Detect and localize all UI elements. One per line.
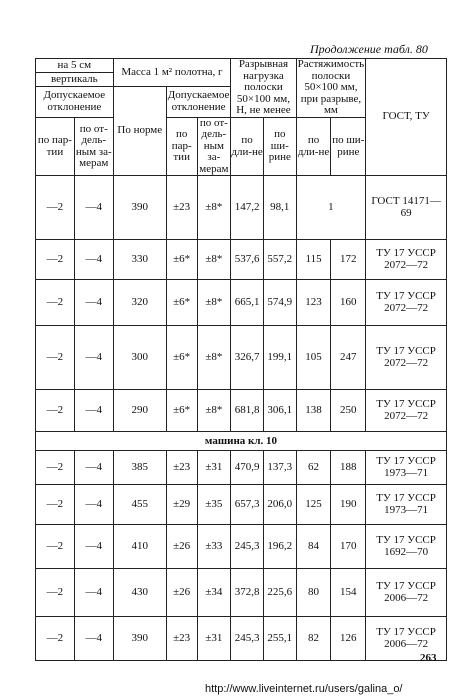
cell: —2 — [36, 280, 75, 326]
cell: —4 — [74, 280, 113, 326]
cell: ±26 — [166, 525, 197, 569]
table-row — [36, 451, 447, 485]
header-gost: ГОСТ, ТУ — [366, 59, 447, 176]
table-row — [36, 176, 447, 240]
cell: ±35 — [197, 485, 231, 525]
cell: 170 — [331, 525, 366, 569]
cell: 247 — [331, 326, 366, 390]
cell: 115 — [296, 240, 331, 280]
cell: —4 — [74, 617, 113, 661]
cell: ±31 — [197, 451, 231, 485]
cell: 255,1 — [263, 617, 296, 661]
source-url: http://www.liveinternet.ru/users/galina_o/ — [205, 683, 403, 695]
cell: ±8* — [197, 240, 231, 280]
cell: ±34 — [197, 569, 231, 617]
gost-cell: ТУ 17 УССР 2006—72 — [366, 617, 447, 661]
cell: 290 — [113, 390, 166, 432]
header-na5: на 5 см — [36, 59, 114, 73]
cell: 665,1 — [231, 280, 264, 326]
gost-cell: ГОСТ 14171—69 — [366, 176, 447, 240]
cell: 154 — [331, 569, 366, 617]
cell: 82 — [296, 617, 331, 661]
cell: —4 — [74, 176, 113, 240]
cell: 470,9 — [231, 451, 264, 485]
cell: 390 — [113, 617, 166, 661]
header-po-dline: по дли-не — [231, 117, 264, 176]
table-row — [36, 240, 447, 280]
data-table — [35, 58, 447, 661]
page-number: 263 — [420, 652, 437, 664]
cell: —2 — [36, 326, 75, 390]
cell: 160 — [331, 280, 366, 326]
cell: 681,8 — [231, 390, 264, 432]
cell: 199,1 — [263, 326, 296, 390]
cell: ±8* — [197, 390, 231, 432]
gost-cell: ТУ 17 УССР 2006—72 — [366, 569, 447, 617]
cell: 574,9 — [263, 280, 296, 326]
gost-cell: ТУ 17 УССР 1692—70 — [366, 525, 447, 569]
table-row — [36, 280, 447, 326]
header-dopusk1: Допускаемое отклонение — [36, 87, 114, 118]
header-po-otdel: по от-дель-ным за-мерам — [74, 117, 113, 176]
gost-cell: ТУ 17 УССР 2072—72 — [366, 326, 447, 390]
header-mass: Масса 1 м² полотна, г — [113, 59, 231, 87]
header-rastyazh: Растяжимость полоски 50×100 мм, при разрыве, мм — [297, 58, 365, 117]
cell: —2 — [36, 617, 75, 661]
gost-cell: ТУ 17 УССР 2072—72 — [366, 240, 447, 280]
cell: 390 — [113, 176, 166, 240]
cell: 196,2 — [263, 525, 296, 569]
cell: 455 — [113, 485, 166, 525]
cell: —2 — [36, 525, 75, 569]
cell: 125 — [296, 485, 331, 525]
section-band — [36, 432, 447, 451]
header-vertical: вертикаль — [36, 73, 114, 87]
cell: —2 — [36, 240, 75, 280]
cell: 245,3 — [231, 617, 264, 661]
header-razryv: Разрывная нагрузка полоски 50×100 мм, Н, не менее — [231, 59, 296, 118]
cell: 98,1 — [263, 176, 296, 240]
cell: ±29 — [166, 485, 197, 525]
cell: ±33 — [197, 525, 231, 569]
header-po-shirine2: по ши-рине — [331, 117, 366, 176]
cell: 225,6 — [263, 569, 296, 617]
cell: 557,2 — [263, 240, 296, 280]
cell: —4 — [74, 390, 113, 432]
cell: ±6* — [166, 240, 197, 280]
cell: ±26 — [166, 569, 197, 617]
header-po-partii2: по пар-тии — [166, 117, 197, 176]
cell: 172 — [331, 240, 366, 280]
cell: ±8* — [197, 176, 231, 240]
cell: —4 — [74, 240, 113, 280]
cell: ±31 — [197, 617, 231, 661]
cell: ±23 — [166, 617, 197, 661]
cell: ±8* — [197, 326, 231, 390]
cell: ±6* — [166, 280, 197, 326]
continuation-caption: Продолжение табл. 80 — [310, 42, 428, 56]
cell: ±6* — [166, 390, 197, 432]
cell: 430 — [113, 569, 166, 617]
cell: 657,3 — [231, 485, 264, 525]
cell: ±8* — [197, 280, 231, 326]
cell: 147,2 — [231, 176, 264, 240]
cell: 80 — [296, 569, 331, 617]
cell: 188 — [331, 451, 366, 485]
cell: 326,7 — [231, 326, 264, 390]
cell: —4 — [74, 569, 113, 617]
cell: —4 — [74, 485, 113, 525]
cell: —4 — [74, 326, 113, 390]
cell: 138 — [296, 390, 331, 432]
cell: 126 — [331, 617, 366, 661]
cell: 300 — [113, 326, 166, 390]
table-row — [36, 485, 447, 525]
cell: 84 — [296, 525, 331, 569]
gost-cell: ТУ 17 УССР 2072—72 — [366, 390, 447, 432]
header-row-1 — [36, 59, 447, 73]
gost-cell: ТУ 17 УССР 1973—71 — [366, 451, 447, 485]
cell: 410 — [113, 525, 166, 569]
header-po-dline2: по дли-не — [296, 117, 331, 176]
cell: 190 — [331, 485, 366, 525]
cell: 537,6 — [231, 240, 264, 280]
cell: 385 — [113, 451, 166, 485]
cell: 123 — [296, 280, 331, 326]
header-dopusk2: Допускаемое отклонение — [166, 87, 230, 118]
cell: 250 — [331, 390, 366, 432]
table-row — [36, 326, 447, 390]
cell: —2 — [36, 485, 75, 525]
cell: ±6* — [166, 326, 197, 390]
cell: ±23 — [166, 176, 197, 240]
cell: —4 — [74, 525, 113, 569]
cell: 245,3 — [231, 525, 264, 569]
cell: 206,0 — [263, 485, 296, 525]
cell: —2 — [36, 390, 75, 432]
header-po-norme: По норме — [113, 87, 166, 176]
table-row — [36, 617, 447, 661]
cell: 137,3 — [263, 451, 296, 485]
gost-cell: ТУ 17 УССР 1973—71 — [366, 485, 447, 525]
cell: 372,8 — [231, 569, 264, 617]
cell: —2 — [36, 176, 75, 240]
cell: 320 — [113, 280, 166, 326]
section-label: машина кл. 10 — [36, 432, 447, 451]
cell: —4 — [74, 451, 113, 485]
cell: ±23 — [166, 451, 197, 485]
cell: 1 — [296, 176, 366, 240]
table-row — [36, 569, 447, 617]
table-row — [36, 390, 447, 432]
gost-cell: ТУ 17 УССР 2072—72 — [366, 280, 447, 326]
header-po-otdel2: по от-дель-ным за-мерам — [197, 117, 231, 176]
table-row — [36, 525, 447, 569]
cell: —2 — [36, 451, 75, 485]
cell: 62 — [296, 451, 331, 485]
header-po-partii: по пар-тии — [36, 117, 75, 176]
header-po-shirine: по ши-рине — [263, 117, 296, 176]
cell: 330 — [113, 240, 166, 280]
cell: 105 — [296, 326, 331, 390]
cell: —2 — [36, 569, 75, 617]
cell: 306,1 — [263, 390, 296, 432]
